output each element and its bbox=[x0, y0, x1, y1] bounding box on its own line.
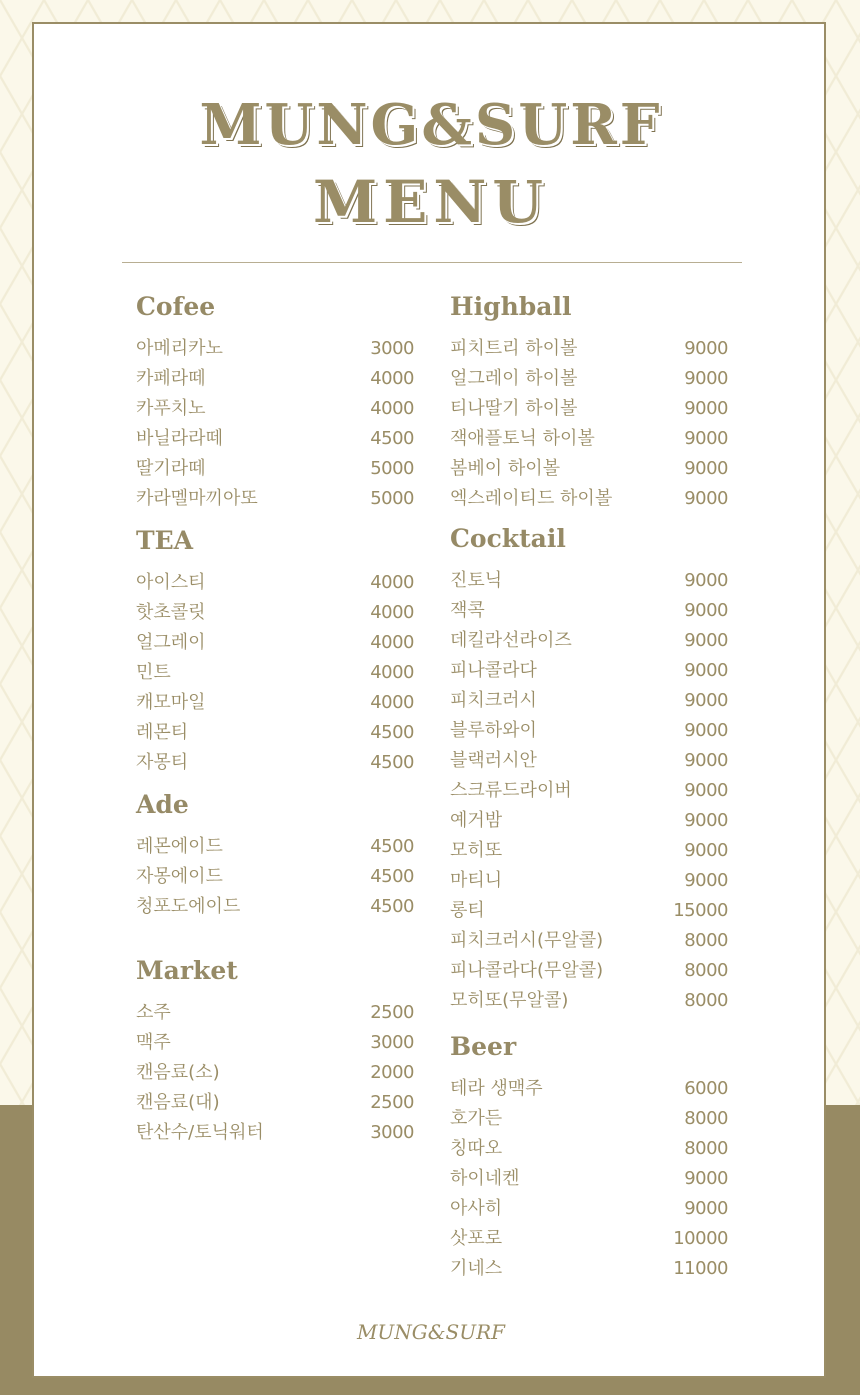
menu-item bbox=[450, 686, 728, 716]
menu-item bbox=[450, 656, 728, 686]
menu-item bbox=[136, 832, 414, 862]
menu-item-price: 9000 bbox=[684, 1168, 728, 1189]
menu-item bbox=[450, 1164, 728, 1194]
menu-item-name: 카라멜마끼아또 bbox=[136, 488, 258, 509]
section-cocktail bbox=[450, 522, 728, 1016]
menu-item-name: 카푸치노 bbox=[136, 398, 206, 419]
menu-item-name: 청포도에이드 bbox=[136, 896, 241, 917]
menu-item bbox=[136, 484, 414, 514]
menu-item-price: 2500 bbox=[370, 1092, 414, 1113]
menu-item-price: 6000 bbox=[684, 1078, 728, 1099]
menu-item bbox=[450, 1104, 728, 1134]
menu-item-price: 8000 bbox=[684, 1108, 728, 1129]
menu-item-name: 테라 생맥주 bbox=[450, 1078, 543, 1099]
menu-item-price: 4000 bbox=[370, 632, 414, 653]
menu-item-name: 아메리카노 bbox=[136, 338, 223, 359]
menu-item bbox=[450, 836, 728, 866]
menu-item-price: 4000 bbox=[370, 662, 414, 683]
menu-item-price: 9000 bbox=[684, 428, 728, 449]
section-title-market: Market bbox=[136, 956, 238, 985]
menu-item-price: 4500 bbox=[370, 896, 414, 917]
section-highball bbox=[450, 290, 728, 514]
menu-item-price: 9000 bbox=[684, 398, 728, 419]
menu-item-name: 삿포로 bbox=[450, 1228, 503, 1249]
menu-item-name: 호가든 bbox=[450, 1108, 503, 1129]
menu-item-price: 4000 bbox=[370, 398, 414, 419]
menu-item bbox=[450, 424, 728, 454]
menu-item-name: 카페라떼 bbox=[136, 368, 206, 389]
section-tea bbox=[136, 524, 414, 778]
menu-item-price: 4000 bbox=[370, 692, 414, 713]
menu-item bbox=[450, 484, 728, 514]
menu-item bbox=[450, 1224, 728, 1254]
section-title-beer: Beer bbox=[450, 1032, 517, 1061]
menu-item bbox=[136, 394, 414, 424]
menu-item bbox=[136, 1088, 414, 1118]
menu-item-price: 9000 bbox=[684, 458, 728, 479]
menu-item-price: 8000 bbox=[684, 1138, 728, 1159]
menu-item bbox=[450, 596, 728, 626]
menu-item bbox=[450, 394, 728, 424]
menu-item bbox=[136, 1028, 414, 1058]
menu-item-price: 8000 bbox=[684, 960, 728, 981]
menu-item-name: 바닐라라떼 bbox=[136, 428, 223, 449]
menu-item-price: 9000 bbox=[684, 780, 728, 801]
menu-item-name: 엑스레이티드 하이볼 bbox=[450, 488, 613, 509]
menu-item-price: 2000 bbox=[370, 1062, 414, 1083]
menu-item-name: 아이스티 bbox=[136, 572, 206, 593]
menu-item-name: 피나콜라다 bbox=[450, 660, 537, 681]
menu-item-name: 봄베이 하이볼 bbox=[450, 458, 561, 479]
menu-item-name: 캔음료(소) bbox=[136, 1062, 220, 1083]
menu-item bbox=[450, 896, 728, 926]
menu-title: MENU bbox=[312, 168, 549, 236]
menu-item-price: 4000 bbox=[370, 368, 414, 389]
menu-item bbox=[136, 862, 414, 892]
menu-item-price: 9000 bbox=[684, 488, 728, 509]
menu-item-price: 5000 bbox=[370, 488, 414, 509]
menu-item-price: 9000 bbox=[684, 600, 728, 621]
menu-item-price: 9000 bbox=[684, 810, 728, 831]
menu-item bbox=[136, 892, 414, 922]
menu-item-name: 하이네켄 bbox=[450, 1168, 520, 1189]
menu-item bbox=[450, 1134, 728, 1164]
menu-item-name: 딸기라떼 bbox=[136, 458, 206, 479]
menu-item-price: 10000 bbox=[673, 1228, 728, 1249]
menu-item-price: 9000 bbox=[684, 690, 728, 711]
menu-item-name: 레몬티 bbox=[136, 722, 189, 743]
menu-item-name: 티나딸기 하이볼 bbox=[450, 398, 578, 419]
menu-item bbox=[450, 1194, 728, 1224]
menu-item bbox=[450, 806, 728, 836]
menu-item bbox=[450, 716, 728, 746]
menu-item-name: 마티니 bbox=[450, 870, 503, 891]
menu-item-name: 롱티 bbox=[450, 900, 485, 921]
menu-item-name: 소주 bbox=[136, 1002, 171, 1023]
title-divider bbox=[122, 262, 742, 263]
section-ade bbox=[136, 788, 414, 922]
menu-item-name: 얼그레이 하이볼 bbox=[450, 368, 578, 389]
menu-item-price: 8000 bbox=[684, 990, 728, 1011]
menu-item bbox=[136, 424, 414, 454]
menu-item bbox=[136, 454, 414, 484]
menu-item-name: 탄산수/토닉워터 bbox=[136, 1122, 264, 1143]
menu-item bbox=[450, 626, 728, 656]
menu-item-price: 4000 bbox=[370, 572, 414, 593]
menu-item bbox=[450, 926, 728, 956]
menu-item bbox=[136, 1118, 414, 1148]
menu-item bbox=[450, 746, 728, 776]
menu-item-name: 핫초콜릿 bbox=[136, 602, 206, 623]
menu-item-name: 피나콜라다(무알콜) bbox=[450, 960, 604, 981]
menu-item-price: 3000 bbox=[370, 1122, 414, 1143]
menu-item-name: 잭애플토닉 하이볼 bbox=[450, 428, 595, 449]
footer-brand: MUNG&SURF bbox=[356, 1320, 506, 1344]
menu-item-name: 예거밤 bbox=[450, 810, 503, 831]
menu-item bbox=[450, 866, 728, 896]
menu-item bbox=[450, 776, 728, 806]
menu-item-name: 피치크러시(무알콜) bbox=[450, 930, 604, 951]
menu-item-price: 9000 bbox=[684, 630, 728, 651]
menu-item-name: 피치트리 하이볼 bbox=[450, 338, 578, 359]
menu-item-name: 피치크러시 bbox=[450, 690, 537, 711]
menu-item bbox=[136, 998, 414, 1028]
menu-item bbox=[136, 748, 414, 778]
menu-item-price: 9000 bbox=[684, 720, 728, 741]
menu-item-price: 11000 bbox=[673, 1258, 728, 1279]
menu-item-price: 5000 bbox=[370, 458, 414, 479]
menu-item-name: 데킬라선라이즈 bbox=[450, 630, 572, 651]
menu-item bbox=[450, 986, 728, 1016]
menu-item bbox=[136, 688, 414, 718]
menu-item bbox=[136, 628, 414, 658]
menu-item bbox=[450, 454, 728, 484]
menu-item-name: 잭콕 bbox=[450, 600, 485, 621]
menu-item bbox=[136, 718, 414, 748]
menu-item bbox=[450, 334, 728, 364]
menu-item bbox=[450, 364, 728, 394]
menu-item-name: 진토닉 bbox=[450, 570, 503, 591]
brand-title: MUNG&SURF bbox=[199, 92, 663, 158]
menu-item bbox=[136, 334, 414, 364]
menu-item-name: 기네스 bbox=[450, 1258, 503, 1279]
menu-item-name: 맥주 bbox=[136, 1032, 171, 1053]
menu-item-name: 자몽티 bbox=[136, 752, 189, 773]
menu-item bbox=[136, 568, 414, 598]
menu-item-name: 캔음료(대) bbox=[136, 1092, 220, 1113]
menu-item-name: 블루하와이 bbox=[450, 720, 537, 741]
menu-item-name: 블랙러시안 bbox=[450, 750, 537, 771]
menu-item-price: 9000 bbox=[684, 570, 728, 591]
section-title-coffee: Cofee bbox=[136, 292, 216, 321]
menu-item-name: 모히또 bbox=[450, 840, 503, 861]
menu-item-price: 4500 bbox=[370, 866, 414, 887]
menu-item bbox=[450, 956, 728, 986]
menu-item-price: 9000 bbox=[684, 368, 728, 389]
menu-item-price: 3000 bbox=[370, 1032, 414, 1053]
menu-item-price: 4500 bbox=[370, 836, 414, 857]
menu-item-price: 4500 bbox=[370, 428, 414, 449]
menu-item-price: 9000 bbox=[684, 660, 728, 681]
menu-item-name: 레몬에이드 bbox=[136, 836, 223, 857]
section-title-ade: Ade bbox=[136, 790, 189, 819]
menu-item-price: 9000 bbox=[684, 750, 728, 771]
menu-item-price: 8000 bbox=[684, 930, 728, 951]
section-title-cocktail: Cocktail bbox=[450, 524, 566, 553]
menu-item-name: 얼그레이 bbox=[136, 632, 206, 653]
menu-item-price: 9000 bbox=[684, 840, 728, 861]
menu-item bbox=[450, 1254, 728, 1284]
menu-item bbox=[136, 598, 414, 628]
menu-item-name: 칭따오 bbox=[450, 1138, 503, 1159]
menu-item bbox=[450, 1074, 728, 1104]
section-market bbox=[136, 954, 414, 1148]
menu-item-name: 민트 bbox=[136, 662, 171, 683]
menu-item-name: 모히또(무알콜) bbox=[450, 990, 569, 1011]
section-coffee bbox=[136, 290, 414, 514]
menu-item bbox=[136, 658, 414, 688]
menu-item-price: 3000 bbox=[370, 338, 414, 359]
menu-item bbox=[136, 364, 414, 394]
menu-item-price: 9000 bbox=[684, 338, 728, 359]
menu-item-price: 4500 bbox=[370, 722, 414, 743]
menu-item bbox=[136, 1058, 414, 1088]
menu-card bbox=[32, 22, 826, 1378]
menu-item-price: 4500 bbox=[370, 752, 414, 773]
menu-item-name: 자몽에이드 bbox=[136, 866, 223, 887]
menu-item-price: 15000 bbox=[673, 900, 728, 921]
menu-item-name: 아사히 bbox=[450, 1198, 503, 1219]
menu-item-price: 9000 bbox=[684, 1198, 728, 1219]
section-beer bbox=[450, 1030, 728, 1284]
menu-item bbox=[450, 566, 728, 596]
menu-item-price: 4000 bbox=[370, 602, 414, 623]
menu-item-name: 캐모마일 bbox=[136, 692, 206, 713]
menu-item-name: 스크류드라이버 bbox=[450, 780, 572, 801]
menu-item-price: 2500 bbox=[370, 1002, 414, 1023]
menu-item-price: 9000 bbox=[684, 870, 728, 891]
section-title-highball: Highball bbox=[450, 292, 572, 321]
section-title-tea: TEA bbox=[136, 526, 194, 555]
